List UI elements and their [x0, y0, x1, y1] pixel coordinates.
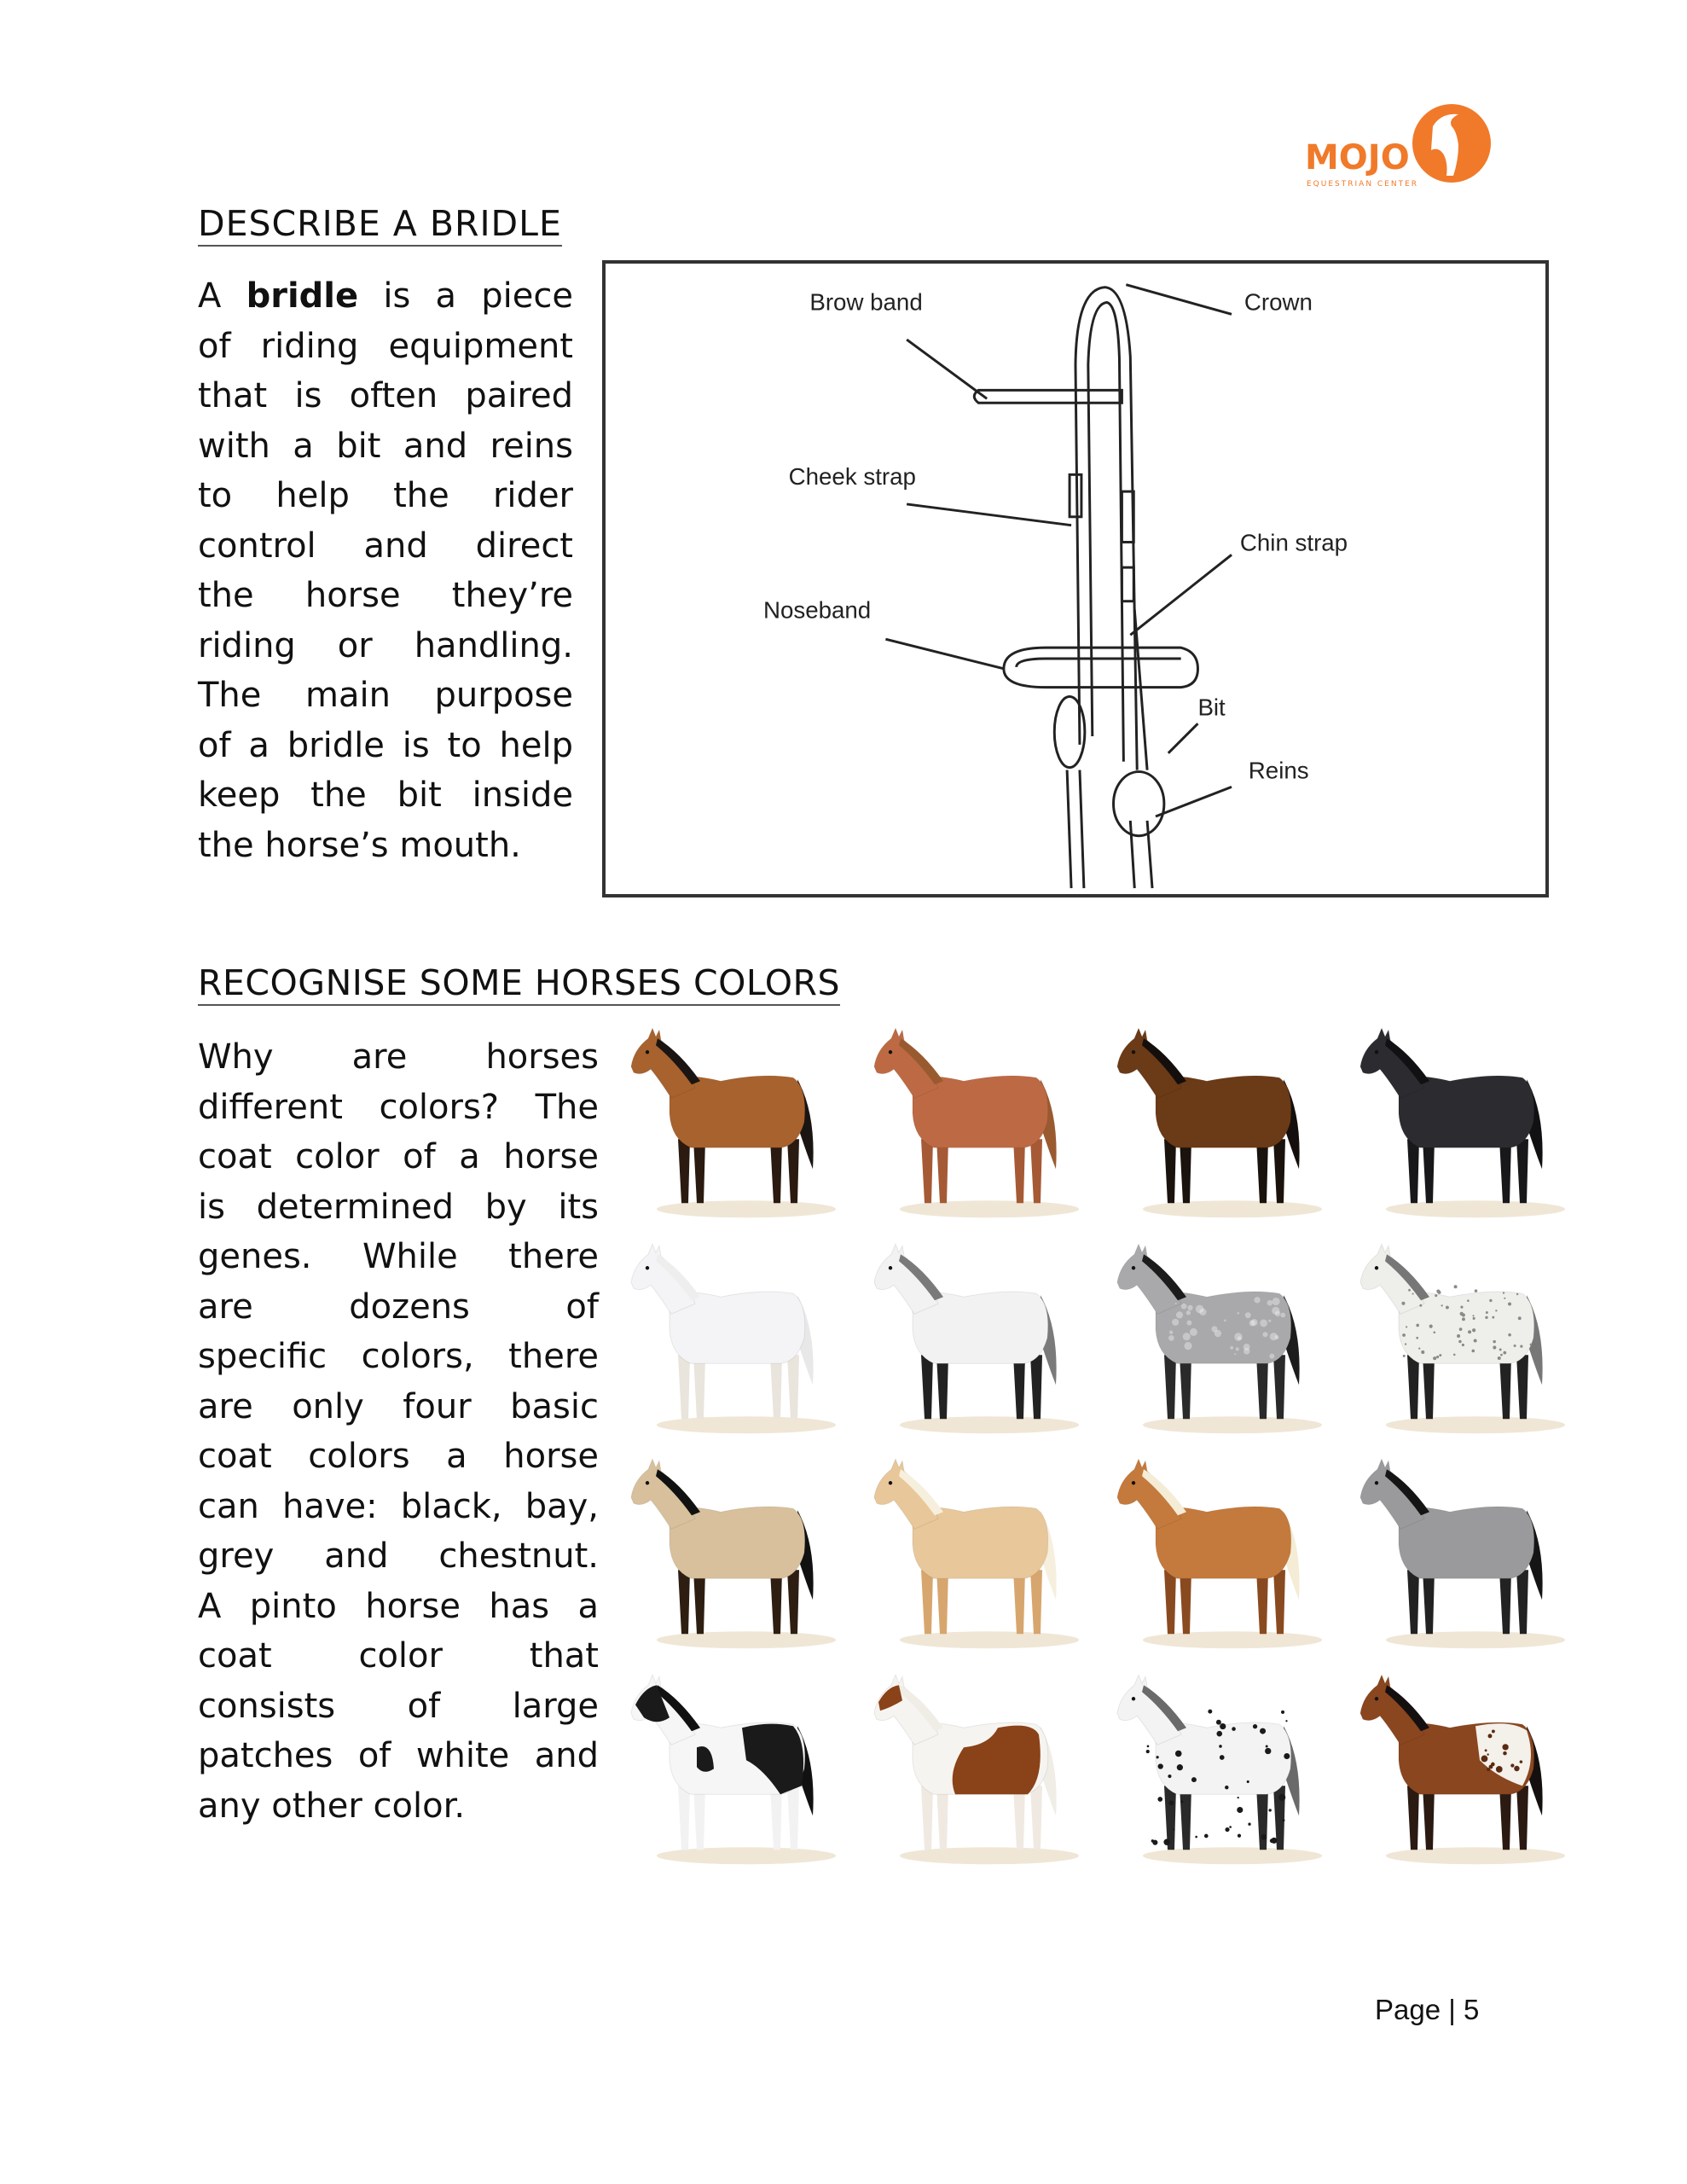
- paragraph-line: Why are horses: [198, 1037, 599, 1077]
- coat-spot: [1475, 1289, 1478, 1292]
- horse-grullo-grey: [1348, 1450, 1591, 1666]
- coat-spot: [1187, 1304, 1192, 1310]
- horse-leg: [1516, 1139, 1528, 1203]
- horse-eye: [646, 1481, 649, 1484]
- horse-leg: [770, 1355, 782, 1419]
- label-reins: Reins: [1248, 757, 1309, 784]
- coat-spot: [1514, 1765, 1519, 1770]
- label-crown: Crown: [1244, 288, 1313, 316]
- bridle-description: [198, 271, 573, 870]
- leader-lines: [885, 285, 1232, 816]
- coat-spot: [1403, 1354, 1406, 1356]
- coat-spot: [1253, 1724, 1257, 1728]
- horse-leg: [1180, 1570, 1191, 1634]
- coat-spot: [1216, 1719, 1221, 1724]
- coat-spot: [1441, 1304, 1442, 1306]
- coat-spot: [1268, 1809, 1271, 1811]
- logo-tagline: EQUESTRIAN CENTER: [1307, 180, 1419, 189]
- coat-spot: [1169, 1800, 1174, 1805]
- coat-spot: [1516, 1292, 1518, 1294]
- horse-leg: [1164, 1355, 1176, 1419]
- horse-leg: [921, 1570, 933, 1634]
- horse-leg: [1516, 1570, 1528, 1634]
- coat-spot: [1220, 1722, 1226, 1728]
- colors-description: [198, 1032, 599, 1831]
- horse-dark-bay: [1104, 1019, 1348, 1235]
- coat-spot: [1211, 1326, 1217, 1332]
- coat-spot: [1472, 1315, 1474, 1316]
- coat-spot: [1238, 1311, 1239, 1313]
- label-chin-strap: Chin strap: [1239, 529, 1348, 556]
- coat-spot: [1254, 1297, 1260, 1303]
- paragraph-line: can have: black, bay,: [198, 1486, 599, 1526]
- coat-spot: [1435, 1294, 1437, 1297]
- paragraph-line: A bridle is a piece: [198, 276, 573, 316]
- coat-spot: [1453, 1353, 1456, 1356]
- horse-leg: [770, 1570, 782, 1634]
- coat-spot: [1460, 1311, 1464, 1315]
- coat-spot: [1421, 1350, 1424, 1353]
- horse-leg: [1423, 1139, 1435, 1203]
- coat-spot: [1508, 1333, 1511, 1336]
- label-bit: Bit: [1197, 694, 1226, 721]
- coat-spot: [1267, 1299, 1273, 1305]
- coat-spot: [1436, 1355, 1439, 1357]
- coat-spot: [1492, 1729, 1495, 1733]
- horse-leg: [1516, 1355, 1528, 1419]
- coat-spot: [1266, 1745, 1268, 1747]
- horse-leg: [678, 1139, 690, 1203]
- coat-spot: [1499, 1348, 1502, 1350]
- coat-spot: [1460, 1305, 1463, 1308]
- horse-leg: [1256, 1570, 1268, 1634]
- paragraph-line: coat colors a horse: [198, 1437, 599, 1476]
- coat-spot: [1439, 1354, 1441, 1356]
- coat-spot: [1502, 1744, 1508, 1750]
- coat-spot: [1272, 1297, 1280, 1304]
- coat-spot: [1472, 1328, 1475, 1332]
- horse-leg: [678, 1570, 690, 1634]
- paragraph-line: control and direct: [198, 526, 573, 566]
- coat-spot: [1488, 1734, 1493, 1738]
- horse-grey-light: [861, 1235, 1104, 1451]
- horse-bay: [618, 1019, 861, 1235]
- horse-eye: [1132, 1481, 1135, 1484]
- coat-spot: [1272, 1306, 1279, 1314]
- horse-leg: [770, 1139, 782, 1203]
- horse-leg: [693, 1786, 705, 1850]
- bridle-drawing: [974, 288, 1197, 888]
- paragraph-line: any other color.: [198, 1786, 466, 1826]
- horse-leg: [1180, 1355, 1191, 1419]
- coat-spot: [1238, 1833, 1241, 1837]
- coat-spot: [1234, 1333, 1242, 1340]
- horse-leg: [936, 1786, 948, 1850]
- coat-spot: [1168, 1774, 1171, 1777]
- coat-spot: [1262, 1332, 1267, 1337]
- horse-buckskin: [618, 1450, 861, 1666]
- coat-spot: [1503, 1292, 1504, 1293]
- horse-eye: [1132, 1050, 1135, 1054]
- horse-eye: [1375, 1266, 1378, 1269]
- coat-spot: [1147, 1745, 1150, 1747]
- coat-spot: [1467, 1299, 1470, 1302]
- coat-spot: [1271, 1837, 1277, 1843]
- coat-spot: [1173, 1828, 1174, 1830]
- coat-spot: [1216, 1730, 1222, 1736]
- coat-spot: [1472, 1349, 1475, 1352]
- coat-spot: [1437, 1290, 1441, 1293]
- coat-spot: [1269, 1353, 1274, 1358]
- coat-spot: [1270, 1333, 1278, 1340]
- coat-spot: [1237, 1806, 1243, 1812]
- coat-spot: [1204, 1833, 1209, 1838]
- coat-spot: [1169, 1330, 1173, 1333]
- coat-spot: [1405, 1343, 1406, 1345]
- coat-spot: [1514, 1345, 1516, 1347]
- coat-spot: [1234, 1353, 1236, 1355]
- horse-leg: [921, 1786, 933, 1850]
- horse-leg: [1030, 1355, 1042, 1419]
- horse-leg: [936, 1570, 948, 1634]
- horse-leg: [936, 1139, 948, 1203]
- horse-flaxen-chestnut: [1104, 1450, 1348, 1666]
- horse-leg: [693, 1355, 705, 1419]
- horse-leg: [1423, 1570, 1435, 1634]
- horse-flea-bitten-grey: [1348, 1235, 1591, 1451]
- coat-spot: [1416, 1323, 1419, 1327]
- horse-leg: [1256, 1355, 1268, 1419]
- coat-spot: [1486, 1311, 1488, 1314]
- horse-leg: [787, 1139, 799, 1203]
- coat-spot: [1186, 1310, 1191, 1315]
- coat-spot: [1190, 1327, 1197, 1335]
- horse-blanket-appaloosa: [1348, 1666, 1591, 1882]
- coat-spot: [1180, 1800, 1183, 1803]
- coat-spot: [1401, 1301, 1405, 1304]
- coat-spot: [1184, 1342, 1191, 1350]
- coat-spot: [1416, 1336, 1418, 1339]
- horse-leg: [1030, 1139, 1042, 1203]
- coat-spot: [1175, 1302, 1177, 1304]
- coat-spot: [1268, 1319, 1271, 1321]
- horse-leg: [693, 1139, 705, 1203]
- coat-spot: [1183, 1333, 1191, 1340]
- section-heading-bridle: DESCRIBE A BRIDLE: [198, 205, 562, 247]
- coat-spot: [1495, 1310, 1497, 1311]
- horse-leg: [1013, 1570, 1025, 1634]
- paragraph-line: The main purpose: [198, 676, 573, 715]
- coat-spot: [1408, 1288, 1411, 1291]
- coat-spot: [1454, 1285, 1458, 1288]
- paragraph-line: of riding equipment: [198, 326, 573, 366]
- horse-leopard-appaloosa: [1104, 1666, 1348, 1882]
- coat-spot: [1446, 1305, 1449, 1309]
- coat-spot: [1462, 1317, 1465, 1321]
- horse-leg: [1013, 1355, 1025, 1419]
- horse-leg: [1516, 1786, 1528, 1850]
- horse-eye: [1132, 1266, 1135, 1269]
- paragraph-line: keep the bit inside: [198, 775, 573, 815]
- horse-leg: [921, 1355, 933, 1419]
- horse-leg: [936, 1355, 948, 1419]
- coat-spot: [1474, 1339, 1477, 1342]
- horse-leg: [1499, 1570, 1511, 1634]
- horse-palomino: [861, 1450, 1104, 1666]
- coat-spot: [1238, 1796, 1239, 1798]
- paragraph-line: of a bridle is to help: [198, 725, 573, 765]
- coat-spot: [1278, 1793, 1285, 1800]
- horse-eye: [646, 1266, 649, 1269]
- coat-spot: [1473, 1316, 1475, 1319]
- coat-spot: [1195, 1835, 1197, 1838]
- coat-spot: [1418, 1347, 1420, 1349]
- coat-spot: [1260, 1728, 1266, 1734]
- horse-black-pinto: [618, 1666, 861, 1882]
- paragraph-line: is determined by its: [198, 1187, 599, 1227]
- coat-spot: [1196, 1304, 1204, 1313]
- coat-spot: [1251, 1319, 1258, 1326]
- horse-leg: [787, 1786, 799, 1850]
- coat-spot: [1468, 1330, 1471, 1333]
- coat-spot: [1172, 1318, 1179, 1325]
- coat-spot: [1176, 1311, 1183, 1318]
- horse-leg: [1164, 1570, 1176, 1634]
- horse-eye: [646, 1050, 649, 1054]
- coat-spot: [1530, 1343, 1533, 1345]
- horse-leg: [1030, 1786, 1042, 1850]
- coat-spot: [1510, 1763, 1514, 1767]
- coat-spot: [1265, 1747, 1271, 1753]
- section-heading-colors: RECOGNISE SOME HORSES COLORS: [198, 964, 840, 1006]
- coat-spot: [1152, 1839, 1157, 1844]
- coat-spot: [1175, 1750, 1182, 1757]
- coat-spot: [1225, 1827, 1229, 1832]
- horse-leg: [678, 1786, 690, 1850]
- coat-spot: [1280, 1312, 1285, 1317]
- coat-spot: [1500, 1353, 1503, 1356]
- horse-white: [618, 1235, 861, 1451]
- coat-spot: [1419, 1304, 1422, 1306]
- coat-spot: [1433, 1356, 1436, 1360]
- coat-spot: [1157, 1797, 1162, 1802]
- paragraph-line: specific colors, there: [198, 1337, 599, 1376]
- coat-spot: [1508, 1302, 1511, 1305]
- coat-spot: [1458, 1339, 1462, 1343]
- horse-chestnut-pinto: [861, 1666, 1104, 1882]
- horse-leg: [678, 1355, 690, 1419]
- horse-eye: [1132, 1697, 1135, 1700]
- horse-leg: [1256, 1139, 1268, 1203]
- coat-spot: [1230, 1345, 1233, 1349]
- coat-spot: [1177, 1764, 1183, 1770]
- horse-leg: [1499, 1139, 1511, 1203]
- horse-black: [1348, 1019, 1591, 1235]
- horse-leg: [1013, 1786, 1025, 1850]
- horse-leg: [1180, 1139, 1191, 1203]
- paragraph-line: different colors? The: [198, 1087, 599, 1127]
- coat-spot: [1186, 1320, 1191, 1325]
- paragraph-line: coat color that: [198, 1636, 599, 1676]
- horse-eye: [889, 1050, 892, 1054]
- coat-spot: [1245, 1312, 1251, 1318]
- horse-leg: [1499, 1786, 1511, 1850]
- coat-spot: [1220, 1755, 1225, 1760]
- logo-name: MOJO: [1305, 138, 1410, 177]
- coat-spot: [1402, 1333, 1406, 1337]
- horse-leg: [1407, 1570, 1419, 1634]
- coat-spot: [1412, 1292, 1414, 1294]
- coat-spot: [1498, 1356, 1501, 1360]
- coat-spot: [1284, 1752, 1290, 1758]
- horse-eye: [1375, 1050, 1378, 1054]
- bridle-diagram: [602, 260, 1549, 897]
- coat-spot: [1158, 1763, 1163, 1769]
- horse-eye: [1375, 1697, 1378, 1700]
- coat-spot: [1247, 1780, 1249, 1782]
- coat-spot: [1496, 1766, 1503, 1773]
- horse-dapple-grey: [1104, 1235, 1348, 1451]
- coat-spot: [1157, 1756, 1159, 1758]
- coat-spot: [1504, 1297, 1505, 1298]
- paragraph-line: that is often paired: [198, 376, 573, 415]
- coat-spot: [1406, 1326, 1407, 1327]
- coat-spot: [1434, 1331, 1436, 1333]
- coat-spot: [1168, 1334, 1174, 1340]
- horse-leg: [1407, 1786, 1419, 1850]
- horse-leg: [1499, 1355, 1511, 1419]
- paragraph-line: coat color of a horse: [198, 1137, 599, 1176]
- page-number: Page | 5: [1375, 1994, 1480, 2025]
- coat-spot: [1229, 1826, 1232, 1828]
- coat-spot: [1260, 1319, 1267, 1327]
- horse-leg: [1273, 1355, 1285, 1419]
- paragraph-line: genes. While there: [198, 1237, 599, 1276]
- coat-spot: [1485, 1316, 1487, 1318]
- coat-spot: [1462, 1343, 1464, 1345]
- coat-spot: [1282, 1819, 1284, 1821]
- coat-spot: [1457, 1333, 1460, 1337]
- coat-spot: [1191, 1777, 1197, 1782]
- coat-spot: [1485, 1749, 1487, 1751]
- coat-spot: [1493, 1345, 1496, 1349]
- label-cheek-strap: Cheek strap: [788, 463, 916, 491]
- coat-spot: [1459, 1327, 1463, 1331]
- horse-leg: [787, 1355, 799, 1419]
- coat-spot: [1208, 1709, 1212, 1713]
- horse-leg: [1423, 1355, 1435, 1419]
- paragraph-line: A pinto horse has a: [198, 1586, 599, 1626]
- horse-leg: [1273, 1570, 1285, 1634]
- paragraph-line: the horse’s mouth.: [198, 825, 521, 865]
- coat-spot: [1248, 1822, 1250, 1825]
- coat-spot: [1285, 1720, 1287, 1722]
- paragraph-line: are dozens of: [198, 1287, 599, 1327]
- coat-spot: [1492, 1316, 1494, 1318]
- paragraph-line: consists of large: [198, 1686, 599, 1726]
- coat-spot: [1520, 1760, 1523, 1763]
- coat-spot: [1503, 1350, 1506, 1354]
- bold-term: bridle: [246, 276, 359, 316]
- horse-leg: [693, 1570, 705, 1634]
- paragraph-line: patches of white and: [198, 1736, 599, 1775]
- coat-spot: [1244, 1348, 1249, 1354]
- label-noseband: Noseband: [762, 596, 872, 624]
- horse-eye: [889, 1266, 892, 1269]
- paragraph-line: riding or handling.: [198, 625, 573, 665]
- horse-leg: [1407, 1139, 1419, 1203]
- label-brow-band: Brow band: [809, 288, 923, 316]
- horse-eye: [889, 1481, 892, 1484]
- coat-spot: [1491, 1762, 1495, 1766]
- horse-leg: [1273, 1139, 1285, 1203]
- coat-spot: [1219, 1745, 1222, 1748]
- horse-leg: [1407, 1355, 1419, 1419]
- paragraph-line: grey and chestnut.: [198, 1536, 599, 1576]
- coat-spot: [1146, 1750, 1150, 1753]
- horse-color-grid: [618, 1019, 1591, 1881]
- coat-spot: [1181, 1303, 1187, 1309]
- coat-spot: [1489, 1298, 1492, 1301]
- coat-spot: [1518, 1316, 1522, 1320]
- paragraph-line: are only four basic: [198, 1386, 599, 1426]
- horse-chestnut: [861, 1019, 1104, 1235]
- horse-eye: [1375, 1481, 1378, 1484]
- coat-spot: [1481, 1755, 1488, 1762]
- coat-spot: [1163, 1838, 1169, 1844]
- coat-spot: [1493, 1339, 1495, 1342]
- mojo-logo: [1305, 101, 1501, 195]
- coat-spot: [1503, 1751, 1507, 1755]
- horse-leg: [1256, 1786, 1268, 1850]
- coat-spot: [1281, 1710, 1284, 1713]
- coat-spot: [1520, 1345, 1522, 1347]
- coat-spot: [1225, 1785, 1228, 1788]
- coat-spot: [1232, 1727, 1236, 1731]
- horse-leg: [787, 1570, 799, 1634]
- horse-leg: [921, 1139, 933, 1203]
- horse-leg: [1180, 1786, 1191, 1850]
- coat-spot: [1429, 1324, 1433, 1327]
- coat-spot: [1261, 1834, 1267, 1840]
- horse-leg: [1164, 1139, 1176, 1203]
- horse-leg: [1030, 1570, 1042, 1634]
- paragraph-line: the horse they’re: [198, 576, 573, 615]
- horse-leg: [1423, 1786, 1435, 1850]
- coat-spot: [1236, 1347, 1239, 1350]
- paragraph-line: to help the rider: [198, 476, 573, 515]
- horse-leg: [1013, 1139, 1025, 1203]
- paragraph-line: with a bit and reins: [198, 426, 573, 466]
- coat-spot: [1487, 1753, 1488, 1755]
- horse-leg: [770, 1786, 782, 1850]
- coat-spot: [1224, 1319, 1226, 1321]
